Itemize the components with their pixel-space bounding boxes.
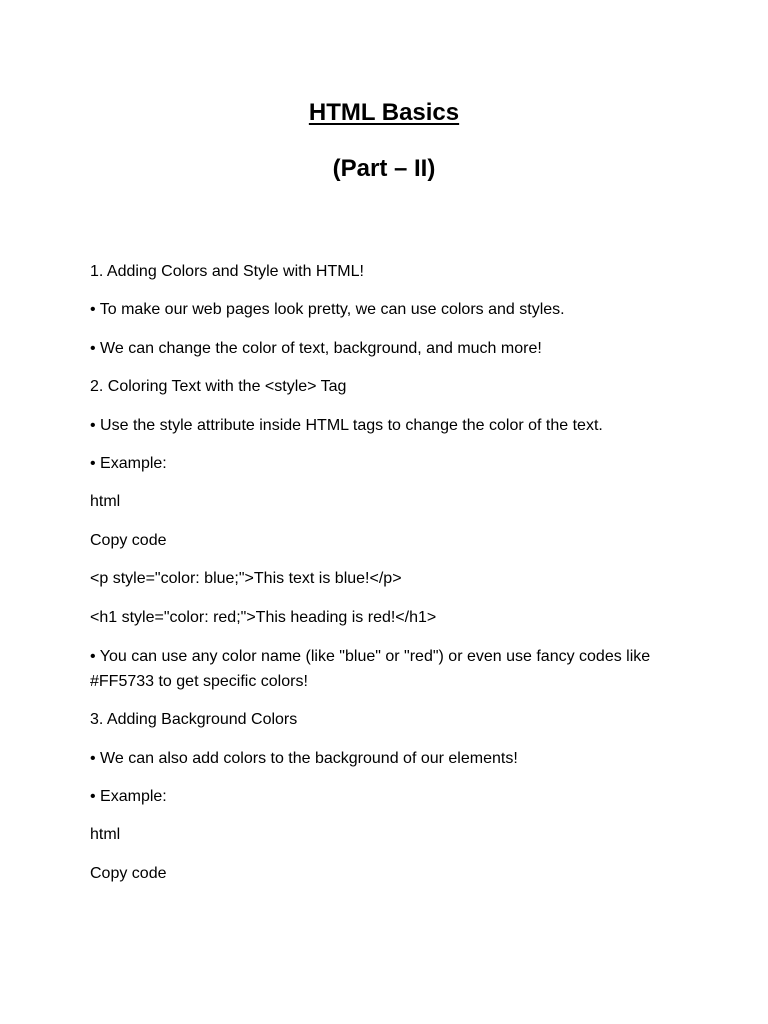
section-heading-3: 3. Adding Background Colors	[90, 711, 298, 729]
document-title: HTML Basics	[308, 99, 460, 126]
copy-code-label: Copy code	[90, 531, 167, 549]
section-heading-1: 1. Adding Colors and Style with HTML!	[90, 263, 364, 280]
bullet-item: • You can use any color name (like "blue" or "red") or even use fancy codes like #FF5733 to get specific colors!	[90, 647, 655, 690]
document-subtitle: (Part – II)	[332, 155, 436, 182]
bullet-item: • To make our web pages look pretty, we can use colors and styles.	[90, 301, 565, 319]
document-body	[90, 260, 690, 900]
code-line: <p style="color: blue;">This text is blue!</p>	[90, 570, 402, 588]
section-heading-2: 2. Coloring Text with the <style> Tag	[90, 378, 347, 396]
bullet-item: • Use the style attribute inside HTML tags to change the color of the text.	[90, 416, 603, 434]
copy-code-label: Copy code	[90, 864, 167, 882]
code-language-label: html	[90, 493, 121, 511]
bullet-item: • Example:	[90, 788, 167, 806]
code-language-label: html	[90, 826, 121, 844]
bullet-item: • We can also add colors to the background of our elements!	[90, 749, 518, 767]
bullet-item: • Example:	[90, 454, 167, 472]
code-line: <h1 style="color: red;">This heading is red!</h1>	[90, 608, 437, 626]
bullet-item: • We can change the color of text, background, and much more!	[90, 339, 542, 357]
